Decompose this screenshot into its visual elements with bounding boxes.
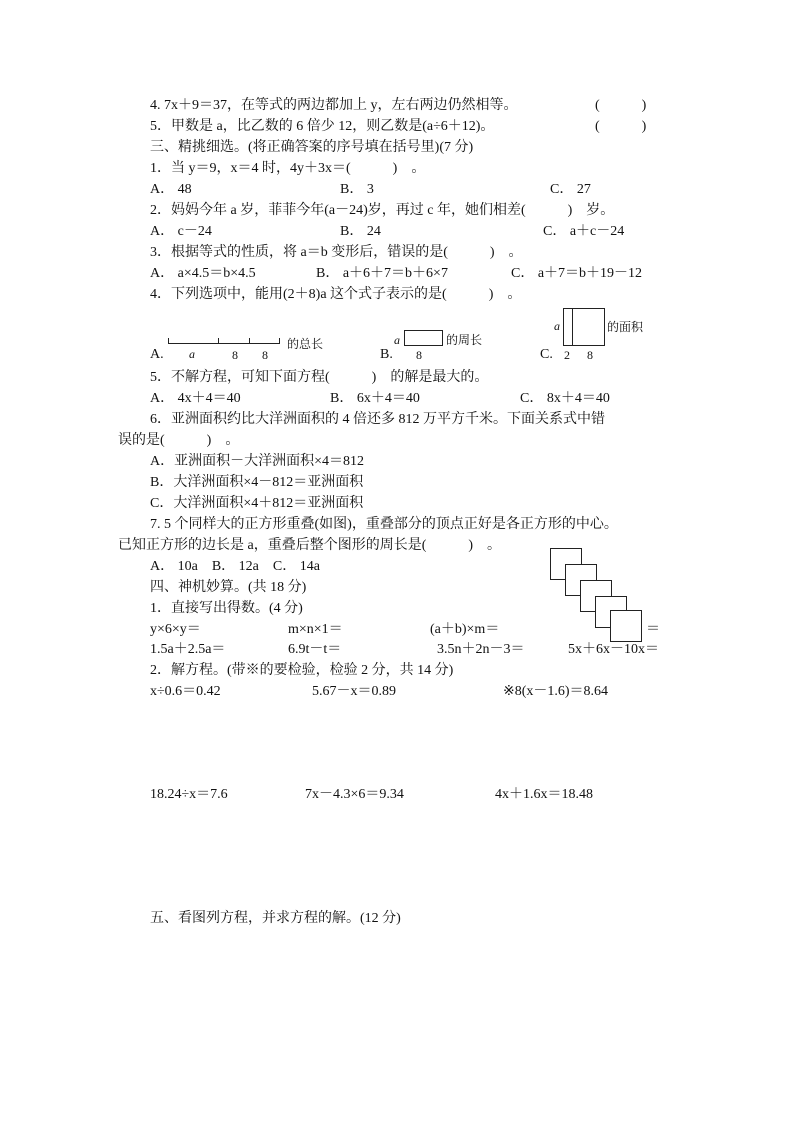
- mc-question-3: 3．根据等式的性质，将 a＝b 变形后，错误的是( ) 。: [150, 245, 523, 260]
- area-caption: 的面积: [607, 320, 644, 334]
- mc-1-option-a[interactable]: A． 48: [150, 182, 192, 197]
- mc-2-option-b[interactable]: B． 24: [340, 224, 381, 239]
- rectangle-figure: [404, 330, 443, 346]
- mental-math-item: 1.5a＋2.5a＝: [150, 642, 226, 657]
- mc-question-7-line1: 7. 5 个同样大的正方形重叠(如图)，重叠部分的顶点正好是各正方形的中心。: [150, 517, 618, 532]
- section-4-heading: 四、神机妙算。(共 18 分): [150, 580, 307, 595]
- mental-math-title: 1．直接写出得数。(4 分): [150, 601, 303, 616]
- rect-label-8: 8: [416, 348, 422, 362]
- mc-6-option-b[interactable]: B．大洋洲面积×4－812＝亚洲面积: [150, 475, 364, 490]
- mc-1-option-b[interactable]: B． 3: [340, 182, 374, 197]
- area-label-2: 2: [564, 348, 570, 362]
- mc-3-option-b[interactable]: B． a＋6＋7＝b＋6×7: [316, 266, 448, 281]
- mc-6-option-c[interactable]: C．大洋洲面积×4＋812＝亚洲面积: [150, 496, 364, 511]
- mc-question-6-line1: 6．亚洲面积约比大洋洲面积的 4 倍还多 812 万平方千米。下面关系式中错: [150, 412, 605, 427]
- mental-math-item: 3.5n＋2n－3＝: [437, 642, 525, 657]
- mental-math-item: 5x＋6x－10x＝: [568, 642, 659, 657]
- mc-question-7-line2: 已知正方形的边长是 a，重叠后整个图形的周长是( ) 。: [118, 538, 502, 553]
- equation-item: 4x＋1.6x＝18.48: [495, 787, 593, 802]
- tf-answer-paren-5[interactable]: ( ): [595, 119, 647, 134]
- tf-item-4: 4. 7x＋9＝37，在等式的两边都加上 y，左右两边仍然相等。: [150, 98, 518, 113]
- mc-question-2: 2．妈妈今年 a 岁，菲菲今年(a－24)岁，再过 c 年，她们相差( ) 岁。: [150, 203, 615, 218]
- mc-5-option-a[interactable]: A． 4x＋4＝40: [150, 391, 241, 406]
- mc-6-option-a[interactable]: A．亚洲面积－大洋洲面积×4＝812: [150, 454, 365, 469]
- mental-math-item: m×n×1＝: [288, 622, 343, 637]
- mc-question-4: 4．下列选项中，能用(2＋8)a 这个式子表示的是( ) 。: [150, 287, 522, 302]
- rect-label-a: a: [394, 333, 400, 347]
- overlapping-squares-figure: [548, 548, 648, 644]
- mc-2-option-c[interactable]: C． a＋c－24: [543, 224, 625, 239]
- tf-answer-paren-4[interactable]: ( ): [595, 98, 647, 113]
- area-figure: [563, 308, 605, 346]
- tf-item-5: 5．甲数是 a，比乙数的 6 倍少 12，则乙数是(a÷6＋12)。: [150, 119, 495, 134]
- section-5-heading: 五、看图列方程，并求方程的解。(12 分): [150, 911, 401, 926]
- equation-item: 5.67－x＝0.89: [312, 684, 396, 699]
- equation-item: ※8(x－1.6)＝8.64: [503, 684, 609, 699]
- mc-3-option-a[interactable]: A． a×4.5＝b×4.5: [150, 266, 256, 281]
- segment-label-a: a: [189, 347, 195, 361]
- area-label-8: 8: [587, 348, 593, 362]
- mental-math-item: ＝: [646, 622, 660, 637]
- mc-7-options[interactable]: A． 10a B． 12a C． 14a: [150, 559, 320, 574]
- mc-question-6-line2: 误的是( ) 。: [118, 433, 240, 448]
- equation-item: x÷0.6＝0.42: [150, 684, 221, 699]
- mc-2-option-a[interactable]: A． c－24: [150, 224, 212, 239]
- mc-4-option-b-label[interactable]: B.: [380, 347, 393, 362]
- equation-solving-title: 2．解方程。(带※的要检验，检验 2 分，共 14 分): [150, 663, 454, 678]
- section-3-heading: 三、精挑细选。(将正确答案的序号填在括号里)(7 分): [150, 140, 474, 155]
- mc-1-option-c[interactable]: C． 27: [550, 182, 591, 197]
- equation-item: 7x－4.3×6＝9.34: [305, 787, 404, 802]
- rectangle-caption: 的周长: [446, 333, 483, 347]
- mc-4-option-c-label[interactable]: C.: [540, 347, 553, 362]
- segment-label-8-first: 8: [232, 348, 238, 362]
- mc-3-option-c[interactable]: C． a＋7＝b＋19－12: [511, 266, 643, 281]
- segment-label-8-second: 8: [262, 348, 268, 362]
- area-label-a: a: [554, 319, 560, 333]
- mental-math-item: y×6×y＝: [150, 622, 201, 637]
- mental-math-item: 6.9t－t＝: [288, 642, 342, 657]
- mc-question-5: 5．不解方程，可知下面方程( ) 的解是最大的。: [150, 370, 489, 385]
- equation-item: 18.24÷x＝7.6: [150, 787, 228, 802]
- mc-4-option-a-label[interactable]: A.: [150, 347, 164, 362]
- segment-caption: 的总长: [287, 337, 324, 351]
- mc-5-option-b[interactable]: B． 6x＋4＝40: [330, 391, 420, 406]
- mc-5-option-c[interactable]: C． 8x＋4＝40: [520, 391, 610, 406]
- mental-math-item: (a＋b)×m＝: [430, 622, 500, 637]
- mc-question-1: 1．当 y＝9，x＝4 时，4y＋3x＝( ) 。: [150, 161, 426, 176]
